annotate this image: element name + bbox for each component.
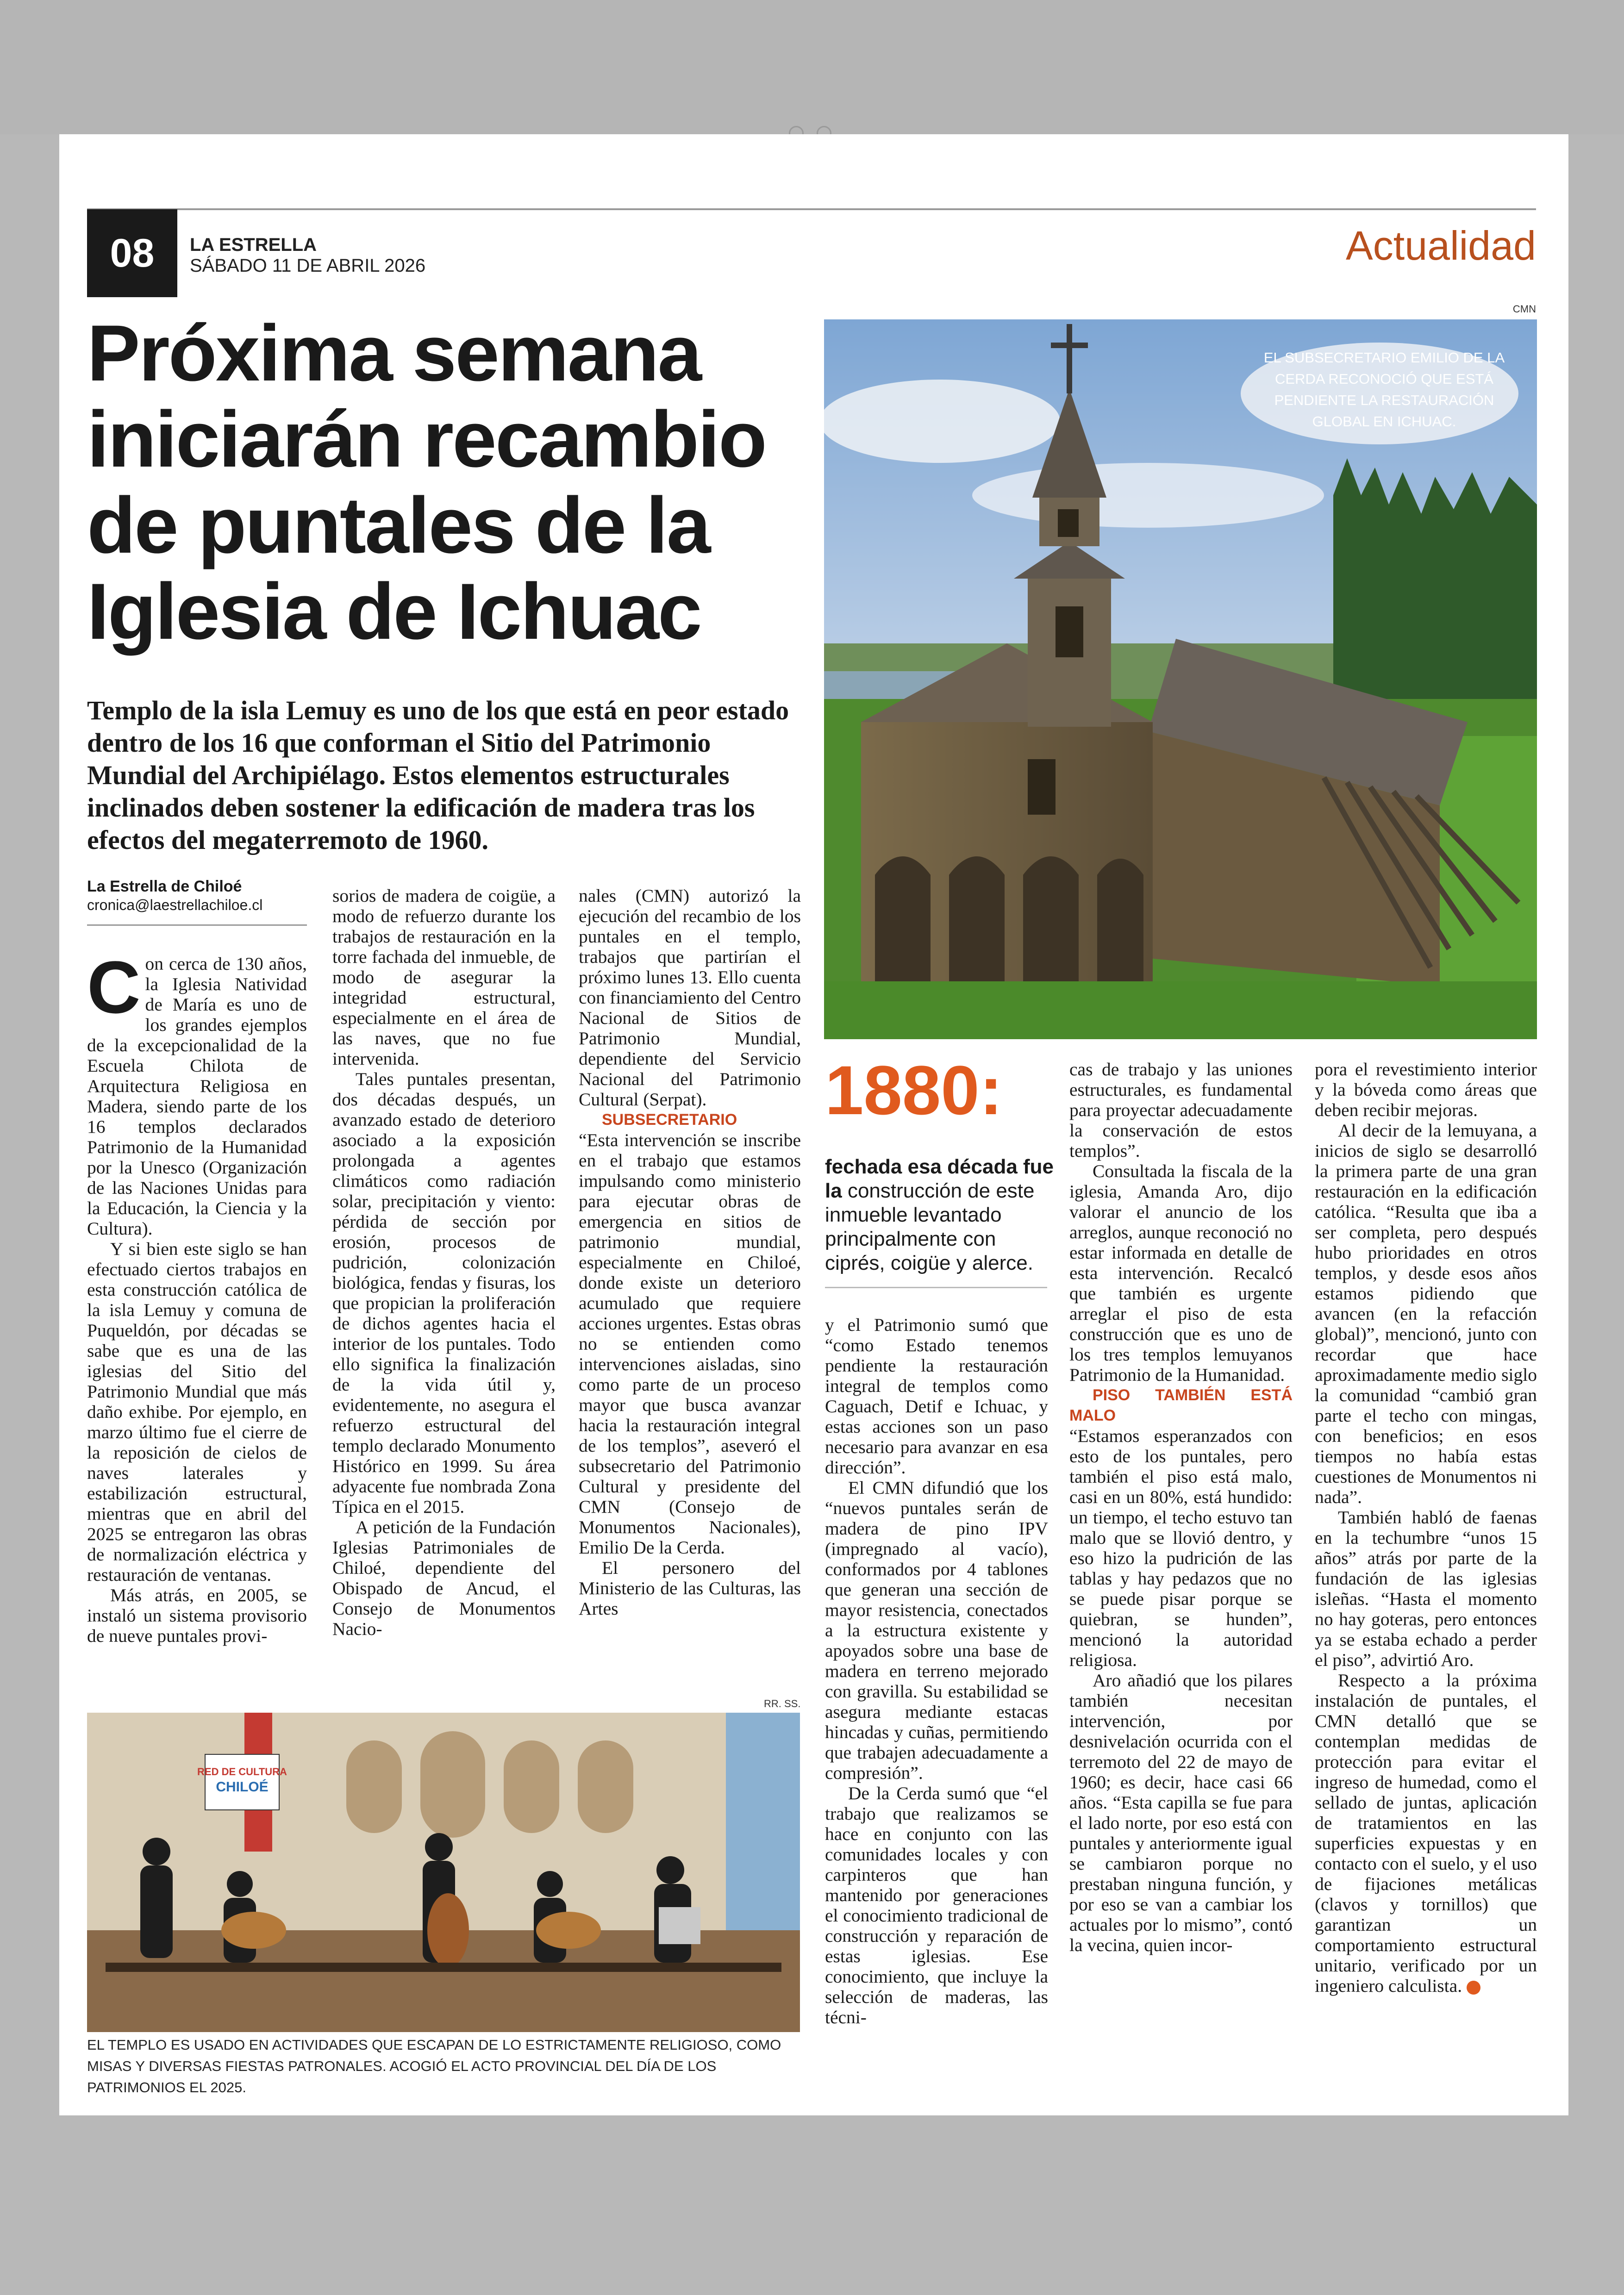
paragraph: cas de trabajo y las uniones estructurales, es fundamental para proyectar adecuadamente la conservación de estos templos”. <box>1069 1059 1293 1161</box>
article-column-5 <box>1069 1059 1293 1955</box>
paragraph: pora el revestimiento interior y la bóveda como áreas que deben recibir mejoras. <box>1315 1059 1537 1120</box>
deck: Templo de la isla Lemuy es uno de los que está en peor estado dentro de los 16 que conforman el Sitio del Patrimonio Mundial del Archipiélago. Estos elementos estructurales inclinados deben sostener la edificación de madera tras los efectos del megaterremoto de 1960. <box>87 695 789 855</box>
banner-line-2: CHILOÉ <box>216 1779 269 1795</box>
factbox-text <box>825 1155 1056 1275</box>
byline <box>87 877 307 926</box>
concert-photo <box>87 1713 800 2032</box>
article-column-2 <box>332 886 556 1639</box>
byline-email: cronica@laestrellachiloe.cl <box>87 897 263 913</box>
newspaper-name: LA ESTRELLA <box>190 235 317 255</box>
byline-name: La Estrella de Chiloé <box>87 878 242 895</box>
article-column-3 <box>579 886 801 1619</box>
paragraph: y el Patrimonio sumó que “como Estado tenemos pendiente la restauración integral de templos como Caguach, Detif e Ichuac, y estas acciones son un paso necesario para avanzar en esa dirección”. <box>825 1315 1048 1478</box>
paragraph: Al decir de la lemuyana, a inicios de siglo se desarrolló la primera parte de una gran restauración en la edificación católica. “Resulta que iba a ser completa, pero después hubo prioridades en otros templos, y desde esos años estamos pidiendo que avancen (en la refacción global)”, mencionó, junto con recordar que hace aproximadamente medio siglo la comunidad “cambió gran parte el techo con mingas, con beneficios; en esos tiempos no había estas cuestiones de Monumentos ni nada”. <box>1315 1120 1537 1507</box>
paragraph: De la Cerda sumó que “el trabajo que realizamos se hace en conjunto con las comunidades locales y con carpinteros que han mantenido por generaciones el conocimiento tradicional de construcción y reparación de estas iglesias. Ese conocimiento, que incluye la selección de maderas, las técni- <box>825 1783 1048 2027</box>
photo-credit-2: RR. SS. <box>764 1698 801 1709</box>
paragraph: nales (CMN) autorizó la ejecución del recambio de los puntales en el templo, trabajos que partirían el próximo lunes 13. Ello cuenta con financiamiento del Centro Nacional de Sitios de Patrimonio Mundial, dependiente del Servicio Nacional del Patrimonio Cultural (Serpat). <box>579 886 801 1110</box>
header-rule <box>87 208 1536 210</box>
paragraph: Con cerca de 130 años, la Iglesia Natividad de María es uno de los grandes ejemplos de la excepcionalidad de la Escuela Chilota de Arquitectura Religiosa en Madera, siendo parte de los 16 templos declarados Patrimonio de la Humanidad por la Unesco (Organización de las Naciones Unidas para la Educación, la Ciencia y la Cultura). <box>87 946 307 1239</box>
paragraph: El CMN difundió que los “nuevos puntales serán de madera de pino IPV (impregnado al vacío), conformados por 4 tablones que generan una sección de mayor resistencia, conectados a la estructura existente y apoyados sobre una base de madera en terreno mejorado con gravilla. Su estabilidad se asegura mediante estacas hincadas y cuñas, permitiendo que trabajen adecuadamente a compresión”. <box>825 1478 1048 1783</box>
photo-caption: EL SUBSECRETARIO EMILIO DE LA CERDA RECONOCIÓ QUE ESTÁ PENDIENTE LA RESTAURACIÓN GLOBAL EN ICHUAC. <box>1263 349 1505 430</box>
paragraph: A petición de la Fundación Iglesias Patrimoniales de Chiloé, dependiente del Obispado de Ancud, el Consejo de Monumentos Nacio- <box>332 1517 556 1639</box>
article-column-1 <box>87 946 307 1646</box>
factbox-number: 1880: <box>825 1051 1003 1129</box>
paragraph: Tales puntales presentan, dos décadas después, un avanzado estado de deterioro asociado a la exposición prolongada a agentes climáticos como radiación solar, precipitación y viento: pérdida de sección por erosión, procesos de pudrición, colonización biológica, fendas y fisuras, los que propician la proliferación de dichos agentes hacia el interior de los puntales. Todo ello significa la finalización de la vida útil y, evidentemente, no asegura el refuerzo estructural del templo declarado Monumento Histórico en 1999. Su área adyacente fue nombrada Zona Típica en el 2015. <box>332 1069 556 1517</box>
article-column-6 <box>1315 1059 1537 1996</box>
factbox-bold: fechada esa década fue la <box>825 1155 1054 1202</box>
paragraph: También habló de faenas en la techumbre “unos 15 años” atrás por parte de la fundación de las iglesias isleñas. “Hasta el momento no hay goteras, pero entonces ya se estaba echado a perder el piso”, advirtió Aro. <box>1315 1507 1537 1670</box>
end-of-article-icon: ✪ <box>1467 1981 1480 1995</box>
paragraph: El personero del Ministerio de las Culturas, las Artes <box>579 1558 801 1619</box>
issue-date: SÁBADO 11 DE ABRIL 2026 <box>190 256 426 276</box>
photo-caption-2: EL TEMPLO ES USADO EN ACTIVIDADES QUE ESCAPAN DE LO ESTRICTAMENTE RELIGIOSO, COMO MISAS Y DIVERSAS FIESTAS PATRONALES. ACOGIÓ EL ACTO PROVINCIAL DEL DÍA DE LOS PATRIMONIOS EL 2025. <box>87 2037 781 2095</box>
paragraph: Aro añadió que los pilares también necesitan intervención, por desnivelación ocurrida con el terremoto del 22 de mayo de 1960; es decir, hace casi 66 años. “Esta capilla se fue para el lado norte, por eso está con puntales y anteriormente igual se cambiaron porque no prestaban ninguna función, y por eso se van a cambiar los actuales por lo mismo”, contó la vecina, quien incor- <box>1069 1670 1293 1955</box>
paragraph: Y si bien este siglo se han efectuado ciertos trabajos en esta construcción católica de la isla Lemuy y comuna de Puqueldón, por décadas se sabe que es una de las iglesias del Sitio del Patrimonio Mundial que más daño exhibe. Por ejemplo, en marzo último fue el cierre de la reposición de cielos de naves laterales y estabilización estructural, mientras que en abril del 2025 se entregaron las obras de normalización eléctrica y restauración de ventanas. <box>87 1239 307 1585</box>
concert-illustration <box>87 1713 800 2032</box>
paragraph: “Estamos esperanzados con esto de los puntales, pero también el piso está malo, casi en un 80%, está hundido: un tiempo, el techo estuvo tan malo que se llovió dentro, y eso hizo la pudrición de las tablas y hay pedazos que no se puede pisar porque se quiebran, se hunden”, mencionó la autoridad religiosa. <box>1069 1426 1293 1670</box>
paragraph: Respecto a la próxima instalación de puntales, el CMN detalló que se contemplan medidas de protección para evitar el ingreso de humedad, como el sellado de juntas, aplicación de tratamientos en las superficies expuestas y en contacto con el suelo, y el uso de fijaciones metálicas (clavos y tornillos) que garantizan un comportamiento estructural unitario, verificado por un ingeniero calculista. ✪ <box>1315 1670 1537 1996</box>
paragraph: Más atrás, en 2005, se instaló un sistema provisorio de nueve puntales provi- <box>87 1585 307 1646</box>
paragraph: sorios de madera de coigüe, a modo de refuerzo durante los trabajos de restauración en la torre fachada del inmueble, de modo de asegurar la integridad estructural, especialmente en el área de las naves, que no fue intervenida. <box>332 886 556 1069</box>
photo-credit: CMN <box>1512 303 1536 315</box>
subhead-subsecretario: SUBSECRETARIO <box>602 1111 737 1129</box>
page-number: 08 <box>87 209 177 297</box>
viewer-top-bar <box>0 0 1624 134</box>
section-title: Actualidad <box>1346 223 1536 268</box>
drop-cap: C <box>87 946 141 1029</box>
paragraph: “Esta intervención se inscribe en el trabajo que estamos impulsando como ministerio para ejecutar obras de emergencia en sitios de patrimonio mundial, especialmente en Chiloé, donde existe un deterioro acumulado que requiere acciones urgentes. Estas obras no se entienden como intervenciones aisladas, sino como parte de un proceso mayor que busca avanzar hacia la restauración integral de los templos”, aseveró el subsecretario del Patrimonio Cultural y presidente del CMN (Consejo de Monumentos Nacionales), Emilio De la Cerda. <box>579 1130 801 1558</box>
subhead-piso: PISO TAMBIÉN ESTÁ MALO <box>1069 1386 1293 1424</box>
article-column-4 <box>825 1315 1048 2027</box>
headline: Próxima semana iniciarán recambio de puntales de la Iglesia de Ichuac <box>87 309 766 656</box>
factbox-rest: construcción de este inmueble levantado principalmente con ciprés, coigüe y alerce. <box>825 1179 1035 1274</box>
factbox-rule <box>825 1287 1047 1288</box>
banner-line-1: RED DE CULTURA <box>197 1766 287 1777</box>
paragraph: Consultada la fiscala de la iglesia, Amanda Aro, dijo valorar el anuncio de los arreglos, aunque reconoció no estar informada en detalle de esta intervención. Recalcó que también es urgente arreglar el piso de esta construcción que es uno de los tres templos lemuyanos Patrimonio de la Humanidad. <box>1069 1161 1293 1385</box>
